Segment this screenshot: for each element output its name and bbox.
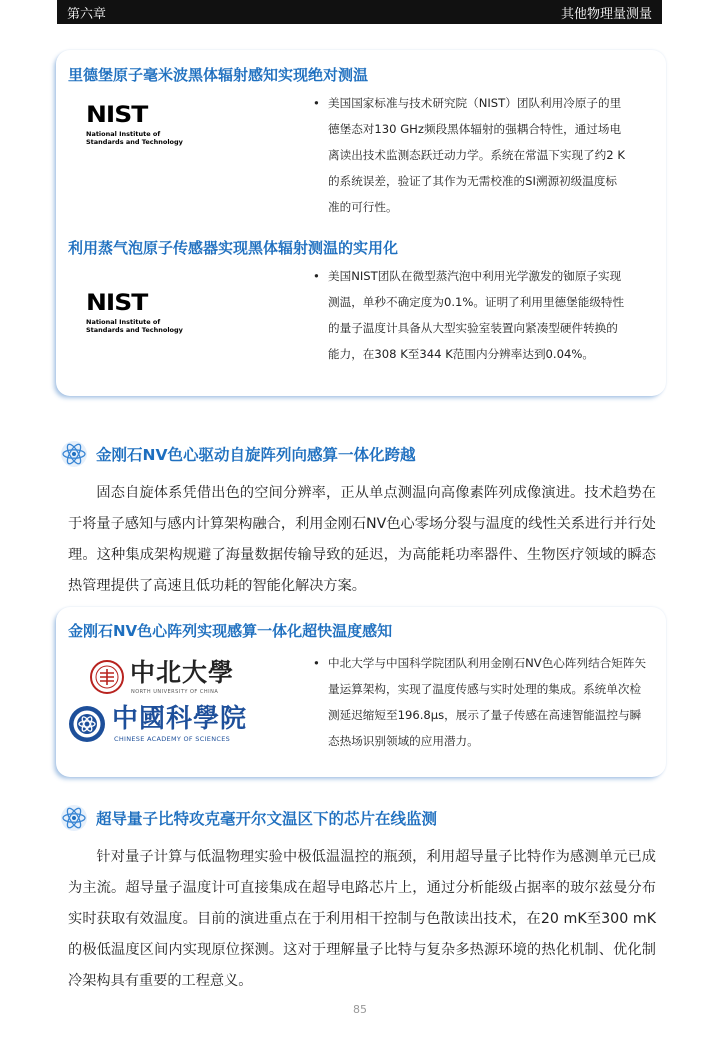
body-paragraph-nv-text: 固态自旋体系凭借出色的空间分辨率，正从单点测温向高像素阵列成像演进。技术趋势在于将量子感知与感内计算架构融合，利用金刚石NV色心零场分裂与温度的线性关系进行并行处理。这种集成架构规避了海量数据传输导致的延迟，为高能耗功率器件、生物医疗领域的瞬态热管理提供了高速且低功耗的智能化解决方案。 bbox=[68, 485, 656, 594]
atom-icon bbox=[60, 440, 88, 468]
section-heading-nv bbox=[60, 440, 415, 468]
nist-logo bbox=[86, 101, 183, 146]
section-label: 其他物理量测量 bbox=[560, 6, 652, 22]
bullet-dot: • bbox=[313, 656, 320, 670]
case-title-rydberg: 里德堡原子毫米波黑体辐射感知实现绝对测温 bbox=[68, 66, 369, 84]
body-paragraph-superconducting-text: 针对量子计算与低温物理实验中极低温温控的瓶颈，利用超导量子比特作为感测单元已成为主流。超导量子温度计可直接集成在超导电路芯片上，通过分析能级占据率的玻尔兹曼分布实时获取有效温度。目前的演进重点在于利用相干控制与色散读出技术，在20 mK至300 mK的极低温度区间内实现原位探测。这对于理解量子比特与复杂多热源环境的热化机制、优化制冷架构具有重要的工程意义。 bbox=[68, 849, 656, 989]
nist-logo bbox=[86, 289, 183, 334]
chapter-header bbox=[57, 0, 662, 24]
nist-logo-line2: Standards and Technology bbox=[86, 326, 183, 334]
case-text-nv-array bbox=[313, 650, 648, 754]
cas-emblem-icon bbox=[68, 705, 106, 743]
section-heading-text: 超导量子比特攻克毫开尔文温区下的芯片在线监测 bbox=[96, 810, 438, 828]
case-text-vapor-cell-body: 美国NIST团队在微型蒸汽泡中利用光学激发的铷原子实现测温，单秒不确定度为0.1%。证明了利用里德堡能级特性的量子温度计具备从大型实验室装置向紧凑型硬件转换的能力，在308 K至344 K范围内分辨率达到0.04%。 bbox=[328, 269, 625, 361]
section-heading-text: 金刚石NV色心驱动自旋阵列向感算一体化跨越 bbox=[96, 446, 416, 464]
page-number: 85 bbox=[353, 1003, 367, 1016]
section-heading-superconducting bbox=[60, 804, 437, 832]
nuc-logo bbox=[90, 660, 240, 696]
nist-logo-line2: Standards and Technology bbox=[86, 138, 183, 146]
case-title-vapor-cell: 利用蒸气泡原子传感器实现黑体辐射测温的实用化 bbox=[68, 239, 399, 257]
body-paragraph-superconducting bbox=[68, 842, 656, 997]
bullet-dot: • bbox=[313, 96, 320, 110]
atom-icon bbox=[60, 804, 88, 832]
cas-logo-sub: CHINESE ACADEMY OF SCIENCES bbox=[114, 735, 231, 743]
case-text-rydberg-body: 美国国家标准与技术研究院（NIST）团队利用冷原子的里德堡态对130 GHz频段黑体辐射的强耦合特性，通过场电离读出技术监测态跃迁动力学。系统在常温下实现了约2 K的系统误差，验证了其作为无需校准的SI溯源初级温度标准的可行性。 bbox=[328, 96, 625, 214]
case-text-rydberg bbox=[313, 90, 628, 220]
case-title-nv-array: 金刚石NV色心阵列实现感算一体化超快温度感知 bbox=[68, 622, 393, 640]
cas-logo-name: 中國科學院 bbox=[112, 704, 248, 734]
bullet-dot: • bbox=[313, 269, 320, 283]
nist-logo-mark: NIST bbox=[86, 289, 148, 316]
nist-logo-line1: National Institute of bbox=[86, 318, 161, 326]
body-paragraph-nv bbox=[68, 478, 656, 602]
cas-logo bbox=[68, 703, 248, 747]
nist-logo-line1: National Institute of bbox=[86, 130, 161, 138]
nist-logo-mark: NIST bbox=[86, 101, 148, 128]
chapter-label: 第六章 bbox=[67, 6, 107, 22]
case-text-vapor-cell bbox=[313, 263, 628, 367]
case-text-nv-array-body: 中北大学与中国科学院团队利用金刚石NV色心阵列结合矩阵矢量运算架构，实现了温度传感与实时处理的集成。系统单次检测延迟缩短至196.8μs，展示了量子传感在高速智能温控与瞬态热场识别领域的应用潜力。 bbox=[328, 656, 647, 748]
nuc-logo-name: 中北大學 bbox=[130, 658, 235, 687]
nuc-seal-icon bbox=[90, 660, 124, 694]
nuc-logo-sub: NORTH UNIVERSITY OF CHINA bbox=[131, 689, 219, 695]
